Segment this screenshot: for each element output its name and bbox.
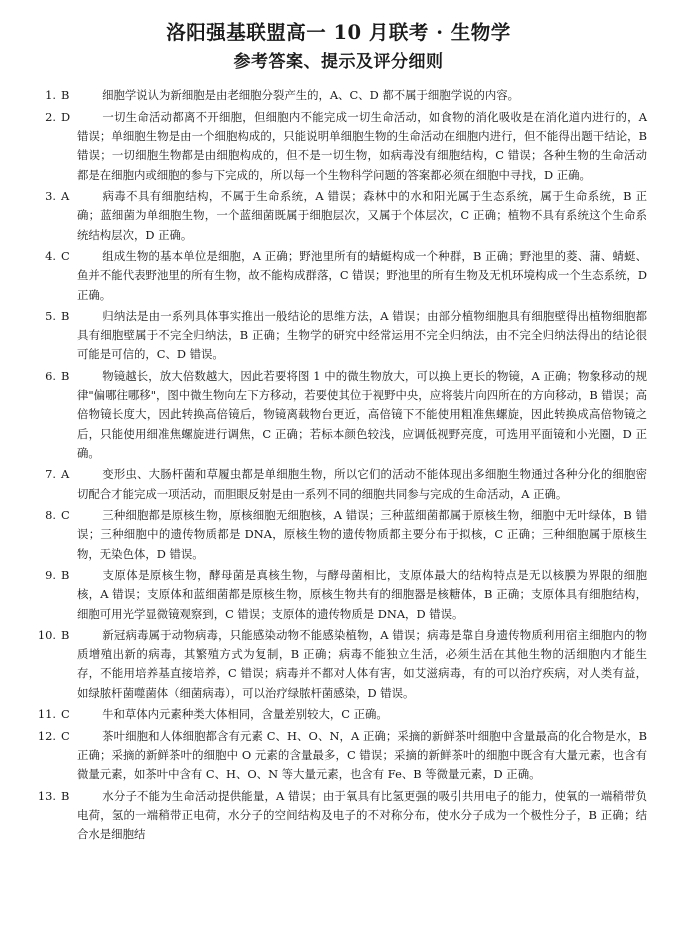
item-number: 7. xyxy=(45,467,56,482)
page-subtitle: 参考答案、提示及评分细则 xyxy=(233,52,444,73)
item-explanation-text: 水分子不能为生命活动提供能量，A 错误；由于氧具有比氢更强的吸引共用电子的能力，使氧的一端稍带负电荷，氢的一端稍带正电荷，水分子的空间结构及电子的不对称分布，使水分子成为一个极性分子，B 正确；结合水是细胞结 xyxy=(77,788,647,842)
item-explanation xyxy=(77,187,647,244)
list-item xyxy=(30,787,647,844)
item-number: 5. xyxy=(45,309,56,324)
item-explanation xyxy=(77,727,647,784)
item-number: 2. xyxy=(45,110,56,125)
list-item xyxy=(30,626,647,703)
item-explanation-text: 变形虫、大肠杆菌和草履虫都是单细胞生物，所以它们的活动不能体现出多细胞生物通过各种分化的细胞密切配合才能完成一项活动，而胆眼反射是由一系列不同的细胞共同参与完成的生命活动，A 正确。 xyxy=(77,467,647,501)
item-number: 1. xyxy=(45,88,56,103)
item-number: 3. xyxy=(45,189,56,204)
item-choice: B xyxy=(61,369,70,384)
item-number: 10. xyxy=(37,628,56,643)
item-number: 12. xyxy=(37,728,56,743)
item-number: 6. xyxy=(45,369,56,384)
item-number: 13. xyxy=(37,788,56,803)
item-explanation xyxy=(77,307,647,364)
item-explanation xyxy=(77,506,647,563)
item-explanation xyxy=(77,367,647,463)
item-choice: C xyxy=(61,728,70,743)
answer-list xyxy=(30,86,647,844)
item-explanation xyxy=(77,787,647,844)
list-item xyxy=(30,108,647,185)
item-explanation xyxy=(77,247,647,304)
item-number: 9. xyxy=(45,568,56,583)
item-choice: B xyxy=(61,88,70,103)
item-choice: B xyxy=(61,568,70,583)
item-explanation-text: 物镜越长，放大倍数越大，因此若要将图 1 中的微生物放大，可以换上更长的物镜，A 正确；物象移动的规律"偏哪往哪移"，图中微生物向左下方移动，若要使其位于视野中央，应将装片向四所在的方向移动，B 错误；高倍物镜长度大，因此转换高倍镜后，物镜离载物台更近，高倍镜下不能使用粗准焦螺旋，因此转换成高倍物镜之后，只能使用细准焦螺旋进行调焦，C 正确；若标本颜色较浅，应调低视野亮度，可选用平面镜和小光圈，D 正确。 xyxy=(77,369,647,460)
list-item xyxy=(30,307,647,364)
list-item xyxy=(30,247,647,304)
list-item xyxy=(30,465,647,503)
list-item xyxy=(30,187,647,244)
item-choice: D xyxy=(61,110,71,125)
item-choice: C xyxy=(61,508,70,523)
page-title: 洛阳强基联盟高一 10 月联考 · 生物学 xyxy=(166,21,511,44)
item-choice: A xyxy=(61,189,70,204)
item-explanation-text: 一切生命活动都离不开细胞，但细胞内不能完成一切生命活动，如食物的消化吸收是在消化道内进行的，A 错误；单细胞生物是由一个细胞构成的，只能说明单细胞生物的生命活动在细胞内进行，但不能得出题干结论，B 错误；一切细胞生物都是由细胞构成的，但不是一切生物，如病毒没有细胞结构，C 错误；各种生物的生命活动都是在细胞内或细胞的参与下完成的，所以每一个生物科学问题的答案都必须在细胞中寻找，D 正确。 xyxy=(77,110,647,182)
item-explanation-text: 牛和草体内元素种类大体相同，含量差别较大，C 正确。 xyxy=(102,707,388,722)
list-item xyxy=(30,86,647,105)
item-choice: C xyxy=(61,249,70,264)
item-number: 4. xyxy=(45,249,56,264)
item-choice: C xyxy=(61,707,70,722)
item-choice: A xyxy=(61,467,70,482)
list-item xyxy=(30,506,647,563)
item-explanation-text: 归纳法是由一系列具体事实推出一般结论的思维方法，A 错误；由部分植物细胞具有细胞壁得出植物细胞都具有细胞壁属于不完全归纳法，B 正确；生物学的研究中经常运用不完全归纳法，由不完全归纳法得出的结论很可能是可信的，C、D 错误。 xyxy=(77,309,647,362)
item-explanation xyxy=(77,86,647,105)
item-explanation xyxy=(77,705,647,724)
list-item xyxy=(30,705,647,724)
item-explanation-text: 支原体是原核生物，酵母菌是真核生物，与酵母菌相比，支原体最大的结构特点是无以核膜为界限的细胞核，A 错误；支原体和蓝细菌都是原核生物，原核生物共有的细胞器是核糖体，B 正确；支原体具有细胞结构，细胞可用光学显微镜观察到，C 错误；支原体的遗传物质是 DNA，D 错误。 xyxy=(77,568,647,621)
list-item xyxy=(30,566,647,623)
item-choice: B xyxy=(61,628,70,643)
item-explanation xyxy=(77,108,647,185)
item-number: 8. xyxy=(45,508,56,523)
item-explanation-text: 细胞学说认为新细胞是由老细胞分裂产生的，A、C、D 都不属于细胞学说的内容。 xyxy=(102,88,520,103)
list-item xyxy=(30,727,647,784)
item-choice: B xyxy=(61,788,70,803)
item-explanation xyxy=(77,566,647,623)
item-explanation-text: 三种细胞都是原核生物，原核细胞无细胞核，A 错误；三种蓝细菌都属于原核生物，细胞中无叶绿体，B 错误；三种细胞中的遗传物质都是 DNA，原核生物的遗传物质都主要分布于拟核，C 正确；三种细胞属于原核生物，无染色体，D 错误。 xyxy=(77,508,647,561)
item-explanation-text: 组成生物的基本单位是细胞，A 正确；野池里所有的蜻蜓构成一个种群，B 正确；野池里的菱、蒲、蜻蜓、鱼并不能代表野池里的所有生物，故不能构成群落，C 错误；野池里的所有生物及无机环境构成一个生态系统，D 正确。 xyxy=(77,249,647,302)
item-number: 11. xyxy=(37,707,56,722)
item-explanation-text: 茶叶细胞和人体细胞都含有元素 C、H、O、N，A 正确；采摘的新鲜茶叶细胞中含量最高的化合物是水，B 正确；采摘的新鲜茶叶的细胞中 O 元素的含量最多，C 错误；采摘的新鲜茶叶的细胞中既含有大量元素，也含有微量元素，如茶叶中含有 C、H、O、N 等大量元素，也含有 Fe、B 等微量元素，D 正确。 xyxy=(77,728,647,782)
item-explanation xyxy=(77,626,647,703)
item-choice: B xyxy=(61,309,70,324)
item-explanation xyxy=(77,465,647,503)
item-explanation-text: 病毒不具有细胞结构，不属于生命系统，A 错误；森林中的水和阳光属于生态系统，属于生命系统，B 正确；蓝细菌为单细胞生物，一个蓝细菌既属于细胞层次，又属于个体层次，C 正确；植物不具有系统这个生命系统结构层次，D 正确。 xyxy=(77,189,647,242)
list-item xyxy=(30,367,647,463)
item-explanation-text: 新冠病毒属于动物病毒，只能感染动物不能感染植物，A 错误；病毒是靠自身遗传物质利用宿主细胞内的物质增殖出新的病毒，其繁殖方式为复制，B 正确；病毒不能独立生活，必须生活在其他生物的活细胞内才能生存，不能用培养基直接培养，C 错误；病毒并不都对人体有害，如艾滋病毒，有的可以治疗疾病，对人类有益，如绿脓杆菌噬菌体（细菌病毒），可以治疗绿脓杆菌感染，D 错误。 xyxy=(77,628,647,700)
